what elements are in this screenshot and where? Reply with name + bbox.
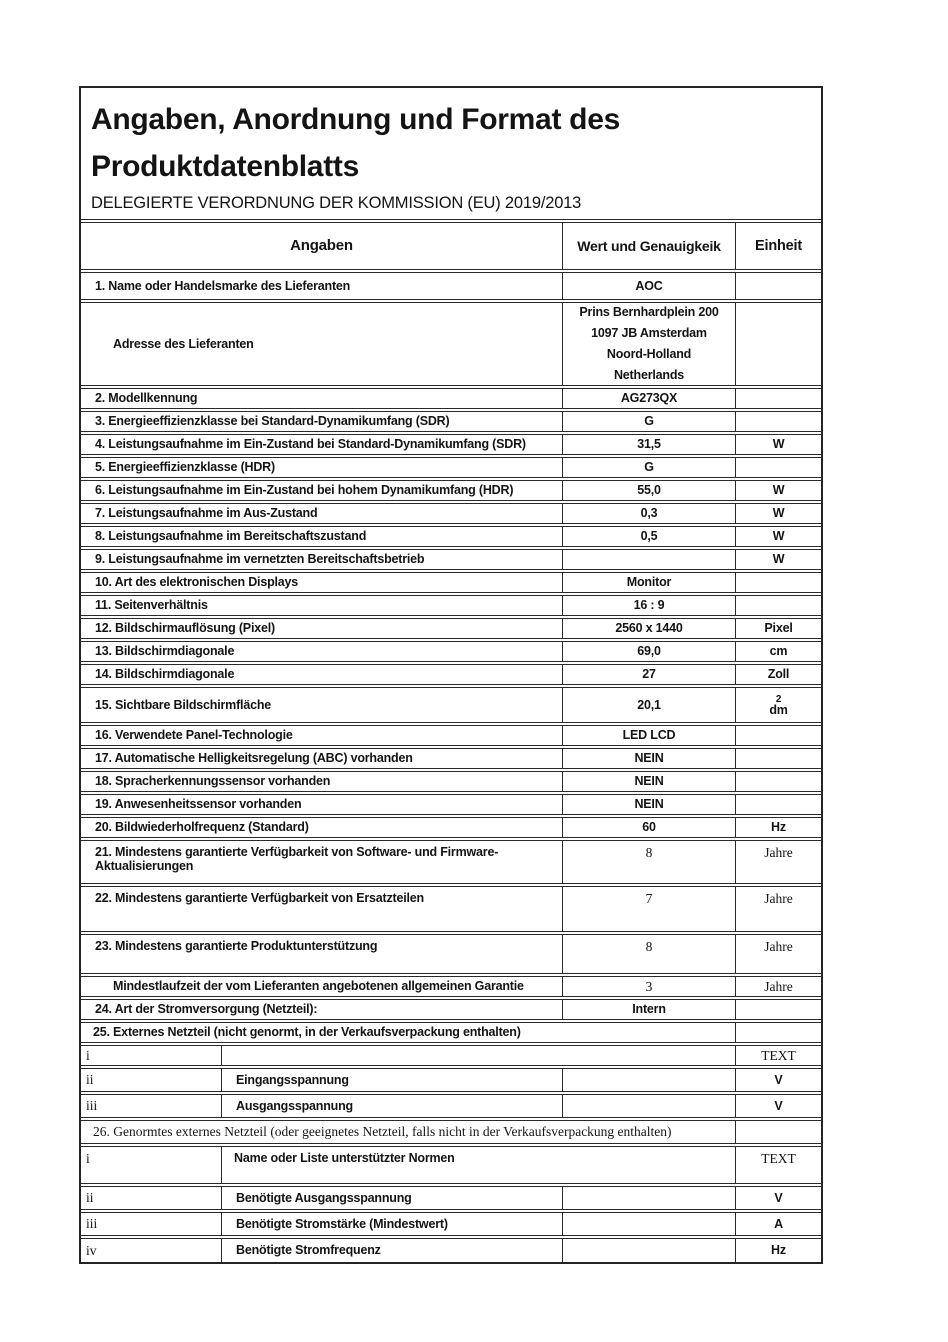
row-unit: V — [774, 1072, 783, 1087]
row-label: Benötigte Stromstärke (Mindestwert) — [222, 1213, 563, 1235]
section-header-label: 25. Externes Netzteil (nicht genormt, in der Verkaufsverpackung enthalten) — [81, 1023, 736, 1042]
row-label: 14. Bildschirmdiagonale — [81, 665, 563, 684]
row-label: 10. Art des elektronischen Displays — [81, 573, 563, 592]
row-label: Adresse des Lieferanten — [81, 303, 563, 385]
row-unit: Jahre — [764, 845, 793, 860]
row-label — [222, 1046, 736, 1065]
row-unit — [736, 303, 821, 385]
address-line: 1097 JB Amsterdam — [591, 326, 707, 340]
table-row — [81, 771, 821, 792]
row-unit — [736, 596, 821, 615]
row-unit — [736, 573, 821, 592]
row-label: 19. Anwesenheitssensor vorhanden — [81, 795, 563, 814]
table-row — [81, 976, 821, 997]
row-label: 17. Automatische Helligkeitsregelung (ABC) vorhanden — [81, 749, 563, 768]
table-subrow — [81, 1146, 821, 1184]
row-label: 8. Leistungsaufnahme im Bereitschaftszustand — [81, 527, 563, 546]
row-unit: Jahre — [764, 939, 793, 954]
row-label: 22. Mindestens garantierte Verfügbarkeit von Ersatzteilen — [81, 887, 563, 931]
row-label: 12. Bildschirmauflösung (Pixel) — [81, 619, 563, 638]
row-value: 69,0 — [563, 642, 736, 661]
row-label: 23. Mindestens garantierte Produktunterstützung — [81, 935, 563, 973]
row-value: 0,5 — [563, 527, 736, 546]
table-row — [81, 549, 821, 570]
table-row — [81, 748, 821, 769]
address-line: Noord-Holland — [606, 347, 692, 361]
row-value — [563, 1213, 736, 1235]
row-unit: cm — [769, 644, 788, 659]
table-row — [81, 664, 821, 685]
row-value: NEIN — [563, 749, 736, 768]
row-value: NEIN — [563, 795, 736, 814]
row-label: 16. Verwendete Panel-Technologie — [81, 726, 563, 745]
row-roman-numeral: i — [81, 1046, 222, 1065]
row-value: 60 — [563, 818, 736, 837]
table-subrow — [81, 1068, 821, 1092]
row-roman-numeral: i — [81, 1147, 222, 1183]
row-roman-numeral: iii — [81, 1213, 222, 1235]
row-unit — [736, 458, 821, 477]
section-header-label: 26. Genormtes externes Netzteil (oder geeignetes Netzteil, falls nicht in der Verkaufsverpackung enthalten) — [81, 1121, 736, 1143]
row-unit: Pixel — [764, 621, 793, 636]
row-label: 18. Spracherkennungssensor vorhanden — [81, 772, 563, 791]
row-value: 2560 x 1440 — [563, 619, 736, 638]
row-unit: TEXT — [761, 1151, 796, 1166]
row-value: G — [563, 412, 736, 431]
table-row — [81, 457, 821, 478]
row-value: 8 — [563, 841, 736, 883]
row-label: 15. Sichtbare Bildschirmfläche — [81, 688, 563, 722]
row-value — [563, 550, 736, 569]
table-row — [81, 840, 821, 884]
table-row — [81, 886, 821, 932]
table-row — [81, 272, 821, 300]
row-value: NEIN — [563, 772, 736, 791]
unit-base: dm — [769, 703, 788, 717]
row-unit — [736, 688, 821, 722]
table-row — [81, 794, 821, 815]
row-unit: W — [772, 529, 785, 544]
row-unit: A — [774, 1216, 783, 1231]
row-label: 13. Bildschirmdiagonale — [81, 642, 563, 661]
table-row — [81, 572, 821, 593]
row-unit — [736, 1000, 821, 1019]
doc-subtitle: DELEGIERTE VERORDNUNG DER KOMMISSION (EU) 2019/2013 — [91, 194, 582, 212]
row-unit — [736, 795, 821, 814]
row-value — [563, 1069, 736, 1091]
row-value: LED LCD — [563, 726, 736, 745]
row-unit: Hz — [771, 1243, 786, 1258]
row-roman-numeral: ii — [81, 1187, 222, 1209]
row-roman-numeral: iv — [81, 1239, 222, 1262]
table-subrow — [81, 1045, 821, 1066]
row-value: 55,0 — [563, 481, 736, 500]
row-label: Mindestlaufzeit der vom Lieferanten angebotenen allgemeinen Garantie — [81, 977, 563, 996]
row-value: 31,5 — [563, 435, 736, 454]
row-label: Name oder Liste unterstützter Normen — [222, 1147, 736, 1183]
row-unit: W — [772, 506, 785, 521]
row-unit — [736, 726, 821, 745]
table-row — [81, 595, 821, 616]
table-subrow — [81, 1094, 821, 1118]
table-row — [81, 817, 821, 838]
row-unit: W — [772, 552, 785, 567]
row-unit: W — [772, 437, 785, 452]
table-row — [81, 302, 821, 386]
row-unit — [736, 389, 821, 408]
row-label: Benötigte Stromfrequenz — [222, 1239, 563, 1262]
row-label: 9. Leistungsaufnahme im vernetzten Bereitschaftsbetrieb — [81, 550, 563, 569]
row-value: 3 — [563, 977, 736, 996]
row-label: 11. Seitenverhältnis — [81, 596, 563, 615]
row-value: AG273QX — [563, 389, 736, 408]
row-unit — [736, 749, 821, 768]
col-header-angaben: Angaben — [81, 223, 563, 269]
row-unit — [736, 1023, 821, 1042]
row-unit: Jahre — [764, 891, 793, 906]
row-unit: TEXT — [761, 1047, 796, 1063]
col-header-wert: Wert und Genauigkeik — [563, 223, 736, 269]
row-roman-numeral: iii — [81, 1095, 222, 1117]
row-value: 0,3 — [563, 504, 736, 523]
row-value: 16 : 9 — [563, 596, 736, 615]
row-unit — [736, 273, 821, 299]
address-line: Netherlands — [613, 368, 685, 382]
row-value — [563, 1239, 736, 1262]
spec-table — [79, 86, 823, 1264]
row-unit — [736, 412, 821, 431]
row-label: Benötigte Ausgangsspannung — [222, 1187, 563, 1209]
row-label: Eingangsspannung — [222, 1069, 563, 1091]
doc-title: Angaben, Anordnung und Format des Produktdatenblatts — [91, 103, 620, 183]
row-label: Ausgangsspannung — [222, 1095, 563, 1117]
row-value: Intern — [563, 1000, 736, 1019]
row-unit: Jahre — [764, 978, 793, 994]
col-header-einheit: Einheit — [755, 237, 802, 254]
row-label: 1. Name oder Handelsmarke des Lieferanten — [81, 273, 563, 299]
table-row — [81, 434, 821, 455]
row-value: 7 — [563, 887, 736, 931]
section-header-row — [81, 1120, 821, 1144]
row-unit — [736, 1121, 821, 1143]
table-header-row — [81, 222, 821, 270]
row-value: Monitor — [563, 573, 736, 592]
table-row — [81, 503, 821, 524]
table-row — [81, 526, 821, 547]
table-subrow — [81, 1238, 821, 1262]
table-row — [81, 411, 821, 432]
row-label: 24. Art der Stromversorgung (Netzteil): — [81, 1000, 563, 1019]
row-label: 20. Bildwiederholfrequenz (Standard) — [81, 818, 563, 837]
table-row — [81, 999, 821, 1020]
table-subrow — [81, 1212, 821, 1236]
row-label: 3. Energieeffizienzklasse bei Standard-Dynamikumfang (SDR) — [81, 412, 563, 431]
row-label: 2. Modellkennung — [81, 389, 563, 408]
title-block — [81, 88, 821, 220]
section-header-row — [81, 1022, 821, 1043]
row-label: 5. Energieeffizienzklasse (HDR) — [81, 458, 563, 477]
table-row — [81, 725, 821, 746]
row-unit: V — [774, 1098, 783, 1113]
row-unit: Zoll — [767, 667, 790, 682]
table-row — [81, 641, 821, 662]
row-value: 8 — [563, 935, 736, 973]
table-row — [81, 480, 821, 501]
row-value: 20,1 — [563, 688, 736, 722]
table-row — [81, 934, 821, 974]
table-row — [81, 388, 821, 409]
row-value — [563, 1187, 736, 1209]
row-value — [563, 1095, 736, 1117]
unit-superscript: 2 — [775, 694, 782, 705]
row-label: 21. Mindestens garantierte Verfügbarkeit von Software- und Firmware-Aktualisierungen — [81, 841, 563, 883]
row-unit: W — [772, 483, 785, 498]
row-value: AOC — [563, 273, 736, 299]
row-value: G — [563, 458, 736, 477]
row-label: 6. Leistungsaufnahme im Ein-Zustand bei hohem Dynamikumfang (HDR) — [81, 481, 563, 500]
row-value: 27 — [563, 665, 736, 684]
row-label: 4. Leistungsaufnahme im Ein-Zustand bei Standard-Dynamikumfang (SDR) — [81, 435, 563, 454]
table-row — [81, 618, 821, 639]
row-unit: Hz — [771, 820, 786, 835]
row-label: 7. Leistungsaufnahme im Aus-Zustand — [81, 504, 563, 523]
address-line: Prins Bernhardplein 200 — [579, 305, 719, 319]
row-value — [563, 303, 736, 385]
table-row — [81, 687, 821, 723]
row-roman-numeral: ii — [81, 1069, 222, 1091]
row-unit: V — [774, 1190, 783, 1205]
table-subrow — [81, 1186, 821, 1210]
row-unit — [736, 772, 821, 791]
